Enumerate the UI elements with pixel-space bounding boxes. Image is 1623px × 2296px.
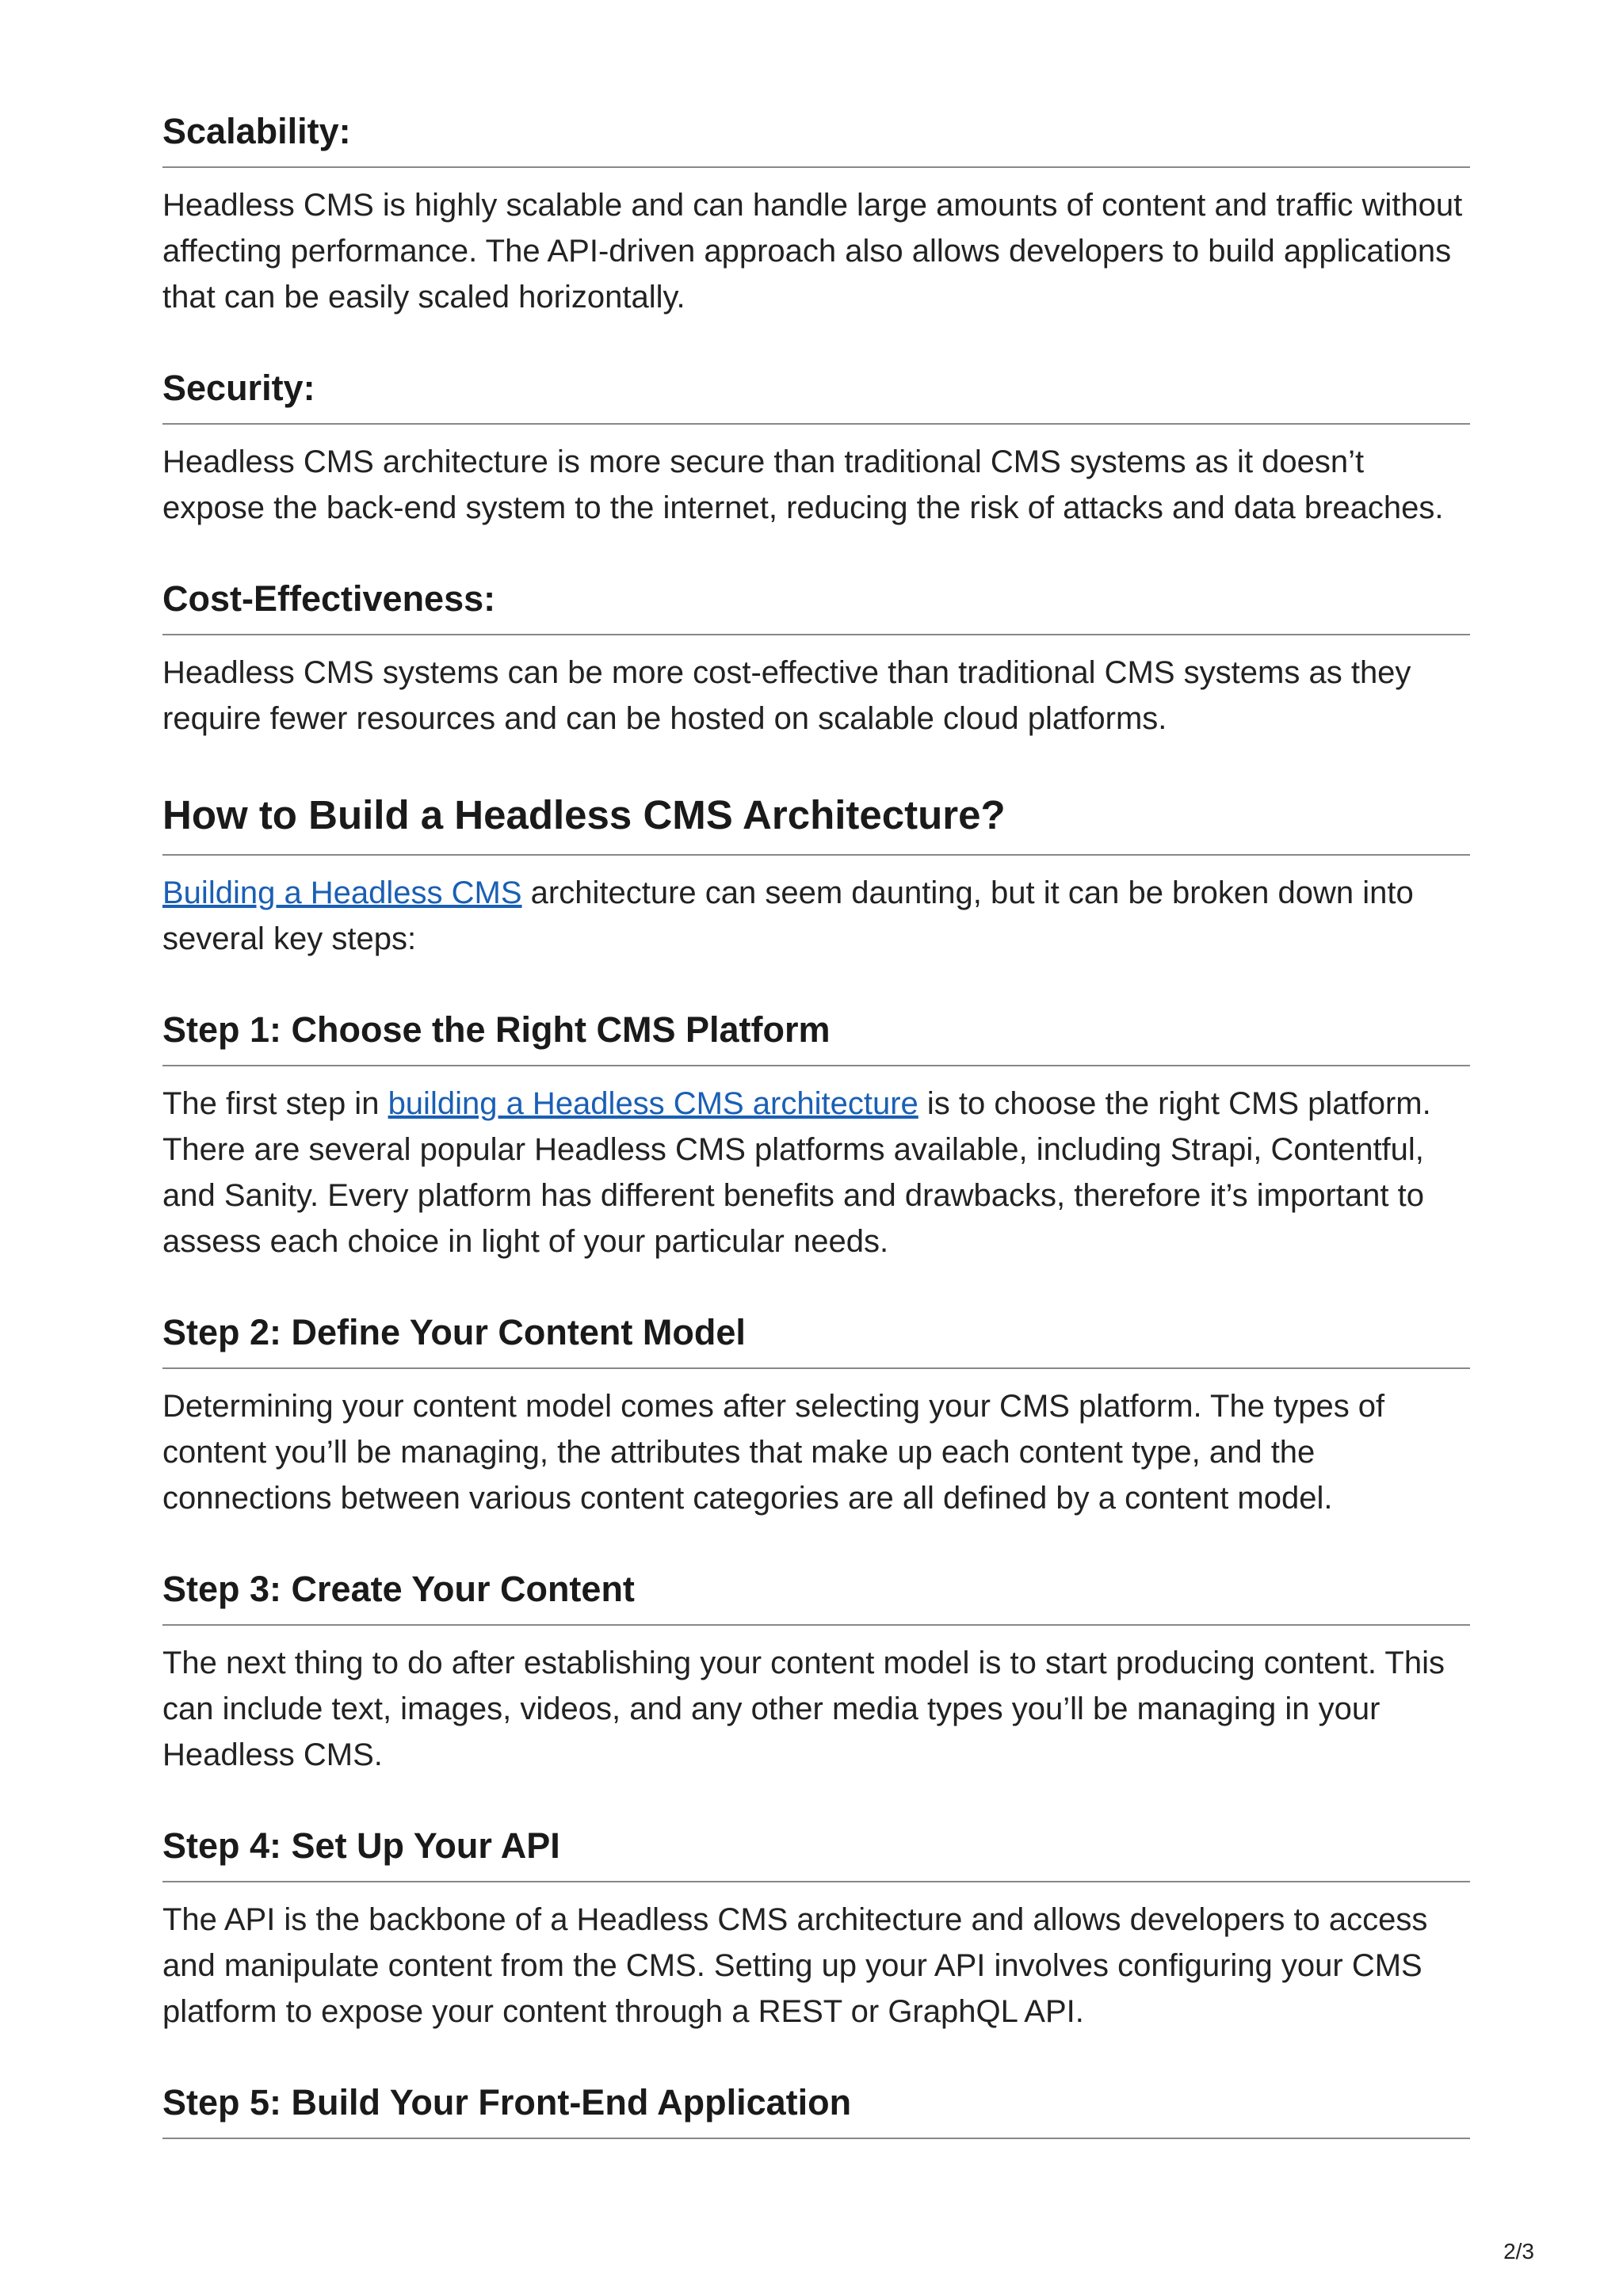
section-heading: Scalability: — [162, 109, 1470, 168]
step-text-before: The first step in — [162, 1086, 388, 1121]
step-5 — [162, 2081, 1470, 2139]
building-architecture-link[interactable]: building a Headless CMS architecture — [388, 1086, 918, 1121]
section-how-to-build — [162, 791, 1470, 962]
intro-text: architecture can seem daunting, but it can be broken down into several key steps: — [162, 875, 1414, 956]
section-scalability — [162, 109, 1470, 320]
step-3 — [162, 1567, 1470, 1778]
section-cost-effectiveness — [162, 577, 1470, 742]
step-2 — [162, 1310, 1470, 1521]
section-paragraph: Headless CMS architecture is more secure than traditional CMS systems as it doesn’t expose the back-end system to the internet, reducing the risk of attacks and data breaches. — [162, 444, 1444, 525]
step-paragraph: Determining your content model comes after selecting your CMS platform. The types of content you’ll be managing, the attributes that make up each content type, and the connections between various content categories are all defined by a content model. — [162, 1389, 1385, 1516]
document-content — [162, 109, 1470, 2139]
section-paragraph: Headless CMS systems can be more cost-effective than traditional CMS systems as they require fewer resources and can be hosted on scalable cloud platforms. — [162, 655, 1411, 736]
section-heading: Security: — [162, 366, 1470, 425]
step-heading: Step 1: Choose the Right CMS Platform — [162, 1008, 1470, 1066]
step-paragraph — [162, 1081, 1470, 1264]
page-number: 2/3 — [1503, 2239, 1534, 2264]
step-text-after: is to choose the right CMS platform. There are several popular Headless CMS platforms available, including Strapi, Contentful, and Sanity. Every platform has different benefits and drawbacks, therefore it’s important to assess each choice in light of your particular needs. — [162, 1086, 1431, 1259]
building-headless-cms-link[interactable]: Building a Headless CMS — [162, 875, 522, 910]
step-heading: Step 3: Create Your Content — [162, 1567, 1470, 1626]
main-heading: How to Build a Headless CMS Architecture? — [162, 791, 1470, 856]
step-1 — [162, 1008, 1470, 1264]
section-security — [162, 366, 1470, 531]
step-heading: Step 4: Set Up Your API — [162, 1824, 1470, 1882]
section-heading: Cost-Effectiveness: — [162, 577, 1470, 635]
section-paragraph: Headless CMS is highly scalable and can handle large amounts of content and traffic without affecting performance. The API-driven approach also allows developers to build applications that can be easily scaled horizontally. — [162, 188, 1463, 315]
step-heading: Step 5: Build Your Front-End Application — [162, 2081, 1470, 2139]
step-heading: Step 2: Define Your Content Model — [162, 1310, 1470, 1369]
step-paragraph: The next thing to do after establishing your content model is to start producing content. This can include text, images, videos, and any other media types you’ll be managing in your Headless CMS. — [162, 1646, 1445, 1772]
step-4 — [162, 1824, 1470, 2035]
intro-paragraph — [162, 870, 1470, 962]
step-paragraph: The API is the backbone of a Headless CMS architecture and allows developers to access and manipulate content from the CMS. Setting up your API involves configuring your CMS platform to expose your content through a REST or GraphQL API. — [162, 1902, 1428, 2029]
